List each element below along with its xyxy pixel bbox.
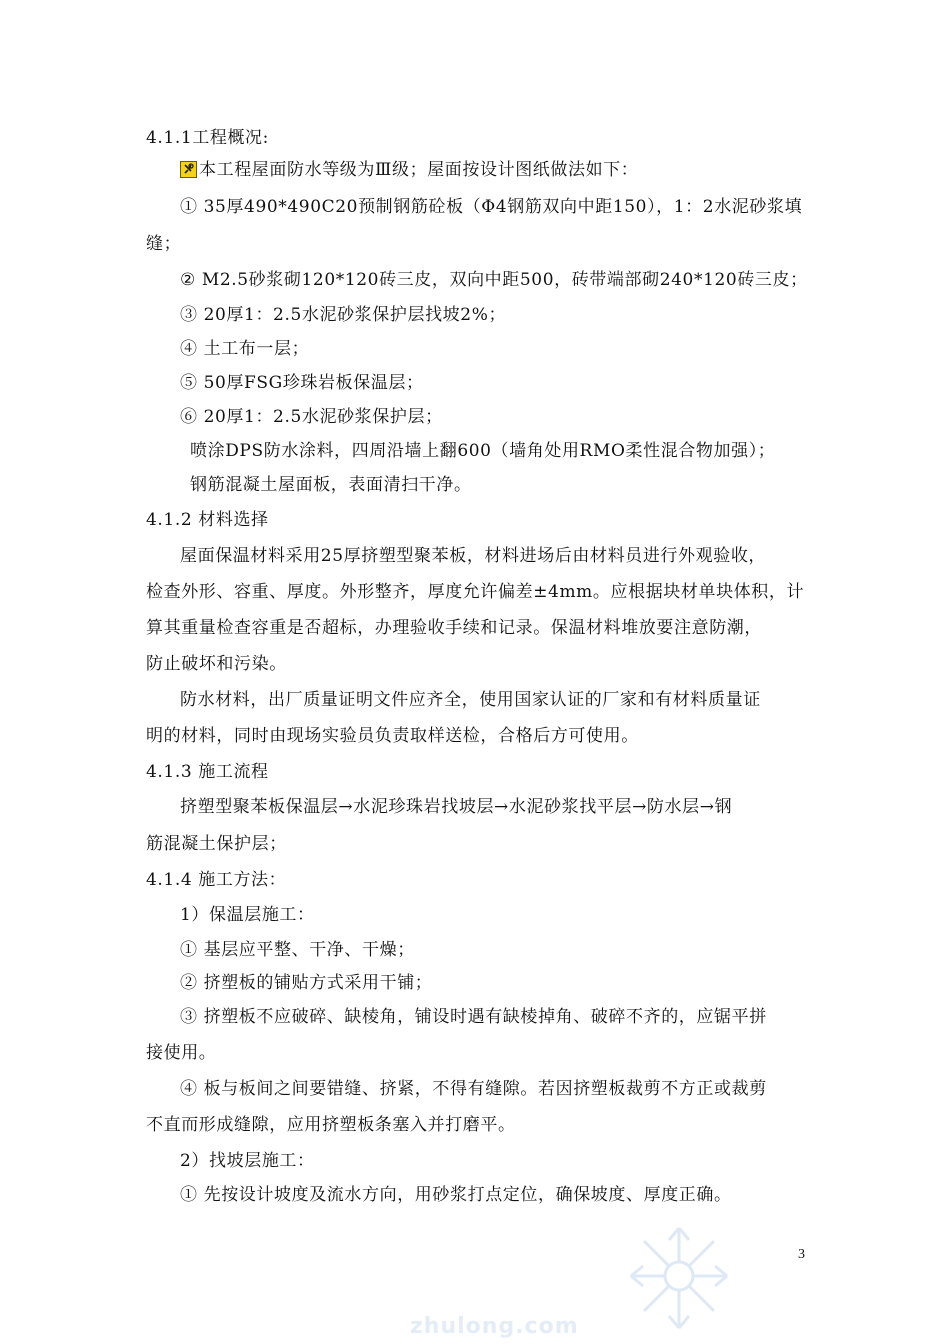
section-heading-4-1-4: 4.1.4 施工方法：: [146, 870, 287, 890]
insulation-step-1: ① 基层应平整、干净、干燥；: [180, 940, 415, 960]
insulation-step-4: ④ 板与板间之间要错缝、挤紧，不得有缝隙。若因挤塑板裁剪不方正或裁剪: [180, 1079, 767, 1099]
slope-step-1: ① 先按设计坡度及流水方向，用砂浆打点定位，确保坡度、厚度正确。: [180, 1185, 732, 1205]
materials-para1-line1: 屋面保温材料采用25厚挤塑型聚苯板，材料进场后由材料员进行外观验收，: [180, 546, 767, 566]
materials-para2-line1: 防水材料，出厂质量证明文件应齐全，使用国家认证的厂家和有材料质量证: [180, 690, 761, 710]
materials-para1-line2: 检查外形、容重、厚度。外形整齐，厚度允许偏差±4mm。应根据块材单块体积，计: [146, 582, 805, 602]
roof-layer-2: ② M2.5砂浆砌120*120砖三皮，双向中距500，砖带端部砌240*120砖三皮；: [180, 270, 808, 290]
roof-layer-6: ⑥ 20厚1：2.5水泥砂浆保护层；: [180, 407, 443, 427]
section-heading-4-1-1: 4.1.1工程概况:: [146, 128, 269, 148]
materials-para2-line2: 明的材料，同时由现场实验员负责取样送检，合格后方可使用。: [146, 726, 639, 746]
roof-layer-8: 钢筋混凝土屋面板，表面清扫干净。: [190, 475, 472, 495]
roof-layer-1: ① 35厚490*490C20预制钢筋砼板（Φ4钢筋双向中距150），1：2水泥砂浆填: [180, 197, 803, 217]
roof-layer-5: ⑤ 50厚FSG珍珠岩板保温层；: [180, 373, 424, 393]
pin-icon: [180, 161, 197, 178]
process-flow-line1: 挤塑型聚苯板保温层→水泥珍珠岩找坡层→水泥砂浆找平层→防水层→钢: [180, 797, 733, 817]
materials-para1-line3: 算其重量检查容重是否超标，办理验收手续和记录。保温材料堆放要注意防潮，: [146, 618, 762, 638]
roof-layer-3: ③ 20厚1：2.5水泥砂浆保护层找坡2%；: [180, 305, 507, 325]
overview-intro-line: [180, 159, 638, 181]
insulation-step-2: ② 挤塑板的铺贴方式采用干铺；: [180, 973, 433, 993]
roof-layer-7: 喷涂DPS防水涂料，四周沿墙上翻600（墙角处用RMO柔性混合物加强）；: [190, 441, 776, 461]
page-number: 3: [798, 1247, 805, 1262]
slope-subheading: 2）找坡层施工：: [180, 1151, 315, 1171]
insulation-step-4-cont: 不直而形成缝隙，应用挤塑板条塞入并打磨平。: [146, 1115, 516, 1135]
roof-layer-4: ④ 土工布一层；: [180, 339, 310, 359]
materials-para1-line4: 防止破坏和污染。: [146, 654, 287, 674]
watermark-logo-icon: [604, 1218, 754, 1344]
insulation-subheading: 1）保温层施工：: [180, 905, 315, 925]
roof-layer-1-cont: 缝；: [146, 234, 182, 254]
insulation-step-3-cont: 接使用。: [146, 1043, 217, 1063]
insulation-step-3: ③ 挤塑板不应破碎、缺棱角，铺设时遇有缺棱掉角、破碎不齐的，应锯平拼: [180, 1007, 767, 1027]
section-heading-4-1-2: 4.1.2 材料选择: [146, 510, 269, 530]
watermark-text: zhulong.com: [410, 1314, 579, 1339]
section-heading-4-1-3: 4.1.3 施工流程: [146, 762, 269, 782]
overview-intro-text: 本工程屋面防水等级为Ⅲ级；屋面按设计图纸做法如下：: [199, 160, 639, 180]
process-flow-line2: 筋混凝土保护层；: [146, 834, 287, 854]
